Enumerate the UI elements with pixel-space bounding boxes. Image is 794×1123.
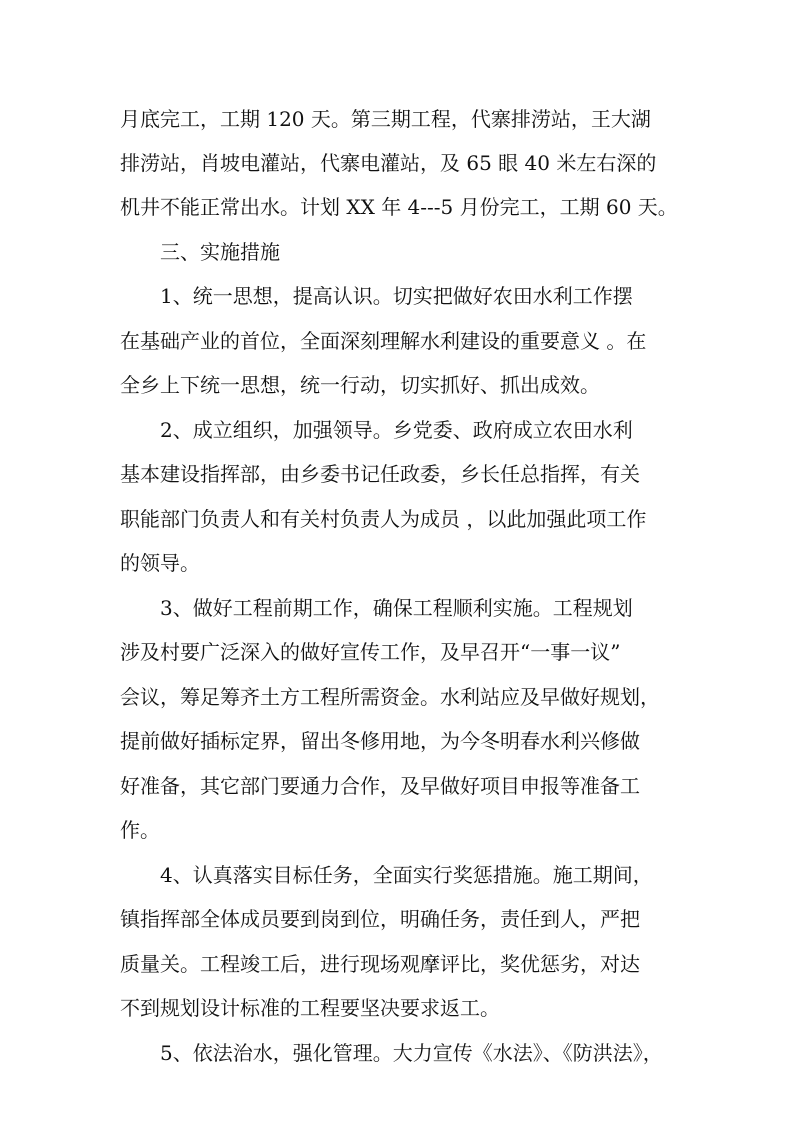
text-line: 1、统一思想，提高认识。切实把做好农田水利工作摆 (160, 284, 633, 308)
text-line: 在基础产业的首位，全面深刻理解水利建设的重要意义 。在 (120, 329, 647, 353)
text-line: 涉及村要广泛深入的做好宣传工作，及早召开“一事一议” (120, 640, 621, 664)
text-line: 3、做好工程前期工作，确保工程顺利实施。工程规划 (160, 596, 633, 620)
text-line: 的领导。 (120, 551, 200, 575)
text-line: 会议，筹足筹齐土方工程所需资金。水利站应及早做好规划， (120, 685, 660, 709)
text-line: 5、依法治水，强化管理。大力宣传《水法》、《防洪法》， (160, 1041, 663, 1065)
text-line: 好准备，其它部门要通力合作，及早做好项目申报等准备工 (120, 774, 640, 798)
text-line: 提前做好插标定界，留出冬修用地，为今冬明春水利兴修做 (120, 729, 640, 753)
text-line: 不到规划设计标准的工程要坚决要求返工。 (120, 996, 500, 1020)
text-line: 职能部门负责人和有关村负责人为成员 ，以此加强此项工作 (120, 507, 647, 531)
text-line: 4、认真落实目标任务，全面实行奖惩措施。施工期间， (160, 863, 653, 887)
text-line: 基本建设指挥部，由乡委书记任政委，乡长任总指挥，有关 (120, 462, 640, 486)
text-line: 全乡上下统一思想，统一行动，切实抓好、抓出成效。 (120, 373, 600, 397)
text-line: 月底完工，工期 120 天。第三期工程，代寨排涝站，王大湖 (120, 107, 651, 131)
text-line: 机井不能正常出水。计划 XX 年 4---5 月份完工，工期 60 天。 (120, 195, 678, 219)
text-line: 镇指挥部全体成员要到岗到位，明确任务，责任到人，严把 (120, 907, 640, 931)
section-heading: 三、实施措施 (160, 240, 280, 264)
text-line: 排涝站，肖坡电灌站，代寨电灌站，及 65 眼 40 米左右深的 (120, 151, 657, 175)
text-line: 作。 (120, 818, 160, 842)
text-line: 2、成立组织，加强领导。乡党委、政府成立农田水利 (160, 418, 633, 442)
text-line: 质量关。工程竣工后，进行现场观摩评比，奖优惩劣，对达 (120, 952, 640, 976)
